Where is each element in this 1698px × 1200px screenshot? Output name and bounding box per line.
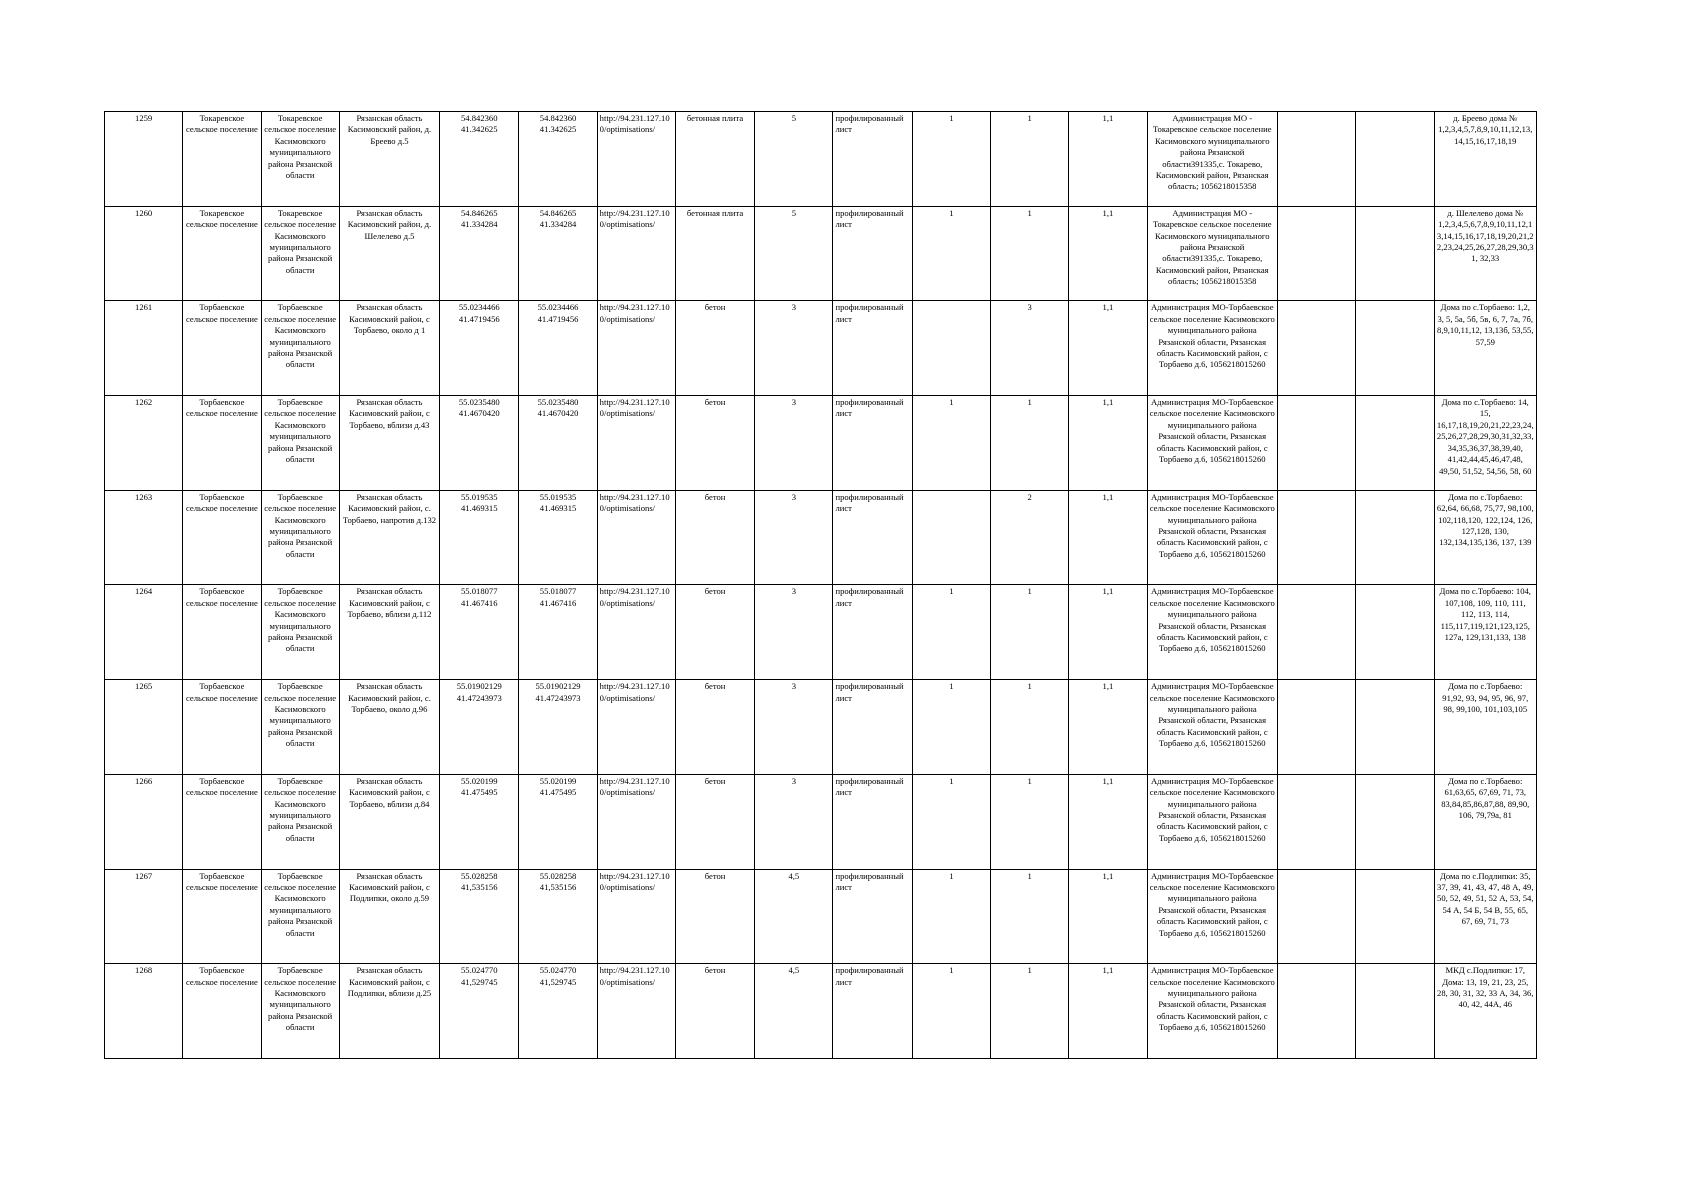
settlement-cell: Торбаевское сельское поселение	[183, 680, 261, 775]
volume-cell: 1,1	[1069, 869, 1147, 964]
empty-cell-2	[1356, 585, 1434, 680]
table-row	[105, 396, 1537, 491]
organization-cell: Администрация МО-Торбаевское сельское поселение Касимовского муниципального района Рязанской области, Рязанская область Касимовский район, с Торбаево д.6, 1056218015260	[1147, 774, 1277, 869]
coordinates-cell: 55.0235480 41.4670420	[440, 396, 519, 491]
coordinates-cell: 55.024770 41,529745	[440, 964, 519, 1059]
empty-cell	[1277, 490, 1355, 585]
table-row	[105, 774, 1537, 869]
sources-cell: Дома по с.Торбаево: 91,92, 93, 94, 95, 96, 97, 98, 99,100, 101,103,105	[1434, 680, 1536, 775]
empty-cell-2	[1356, 112, 1434, 207]
address-cell: Рязанская область Касимовский район, с Подлипки, около д.59	[339, 869, 439, 964]
coordinates-cell-2: 55.0235480 41.4670420	[519, 396, 597, 491]
container-count-cell: 1	[912, 680, 990, 775]
table-row	[105, 869, 1537, 964]
sources-cell: д. Шелелево дома № 1,2,3,4,5,6,7,8,9,10,11,12,13,14,15,16,17,18,19,20,21,22,23,24,25,26,27,28,29,30,31, 32,33	[1434, 206, 1536, 301]
container-count-cell-2: 1	[991, 680, 1069, 775]
container-count-cell: 1	[912, 112, 990, 207]
coordinates-cell: 55.018077 41.467416	[440, 585, 519, 680]
empty-cell-2	[1356, 774, 1434, 869]
owner-cell: Торбаевское сельское поселение Касимовского муниципального района Рязанской области	[261, 869, 339, 964]
sources-cell: Дома по с.Торбаево: 61,63,65, 67,69, 71, 73, 83,84,85,86,87,88, 89,90, 106, 79,79а, 81	[1434, 774, 1536, 869]
schema-link[interactable]: http://94.231.127.100/optimisations/	[597, 869, 675, 964]
coordinates-cell: 55.028258 41,535156	[440, 869, 519, 964]
volume-cell: 1,1	[1069, 206, 1147, 301]
owner-cell: Торбаевское сельское поселение Касимовского муниципального района Рязанской области	[261, 301, 339, 396]
schema-link[interactable]: http://94.231.127.100/optimisations/	[597, 964, 675, 1059]
fence-cell: профилированный лист	[833, 585, 912, 680]
owner-cell: Токаревское сельское поселение Касимовского муниципального района Рязанской области	[261, 112, 339, 207]
empty-cell-2	[1356, 206, 1434, 301]
surface-cell: бетонная плита	[675, 112, 754, 207]
row-number: 1264	[105, 585, 183, 680]
surface-cell: бетон	[675, 490, 754, 585]
container-count-cell	[912, 490, 990, 585]
organization-cell: Администрация МО-Торбаевское сельское поселение Касимовского муниципального района Рязанской области, Рязанская область Касимовский район, с Торбаево д.6, 1056218015260	[1147, 964, 1277, 1059]
settlement-cell: Торбаевское сельское поселение	[183, 301, 261, 396]
schema-link[interactable]: http://94.231.127.100/optimisations/	[597, 490, 675, 585]
organization-cell: Администрация МО-Торбаевское сельское поселение Касимовского муниципального района Рязанской области, Рязанская область Касимовский район, с Торбаево д.6, 1056218015260	[1147, 869, 1277, 964]
address-cell: Рязанская область Касимовский район, д. Шелелево д.5	[339, 206, 439, 301]
coordinates-cell: 55.019535 41.469315	[440, 490, 519, 585]
container-count-cell-2: 3	[991, 301, 1069, 396]
organization-cell: Администрация МО-Торбаевское сельское поселение Касимовского муниципального района Рязанской области, Рязанская область Касимовский район, с Торбаево д.6, 1056218015260	[1147, 585, 1277, 680]
container-count-cell-2: 1	[991, 964, 1069, 1059]
owner-cell: Торбаевское сельское поселение Касимовского муниципального района Рязанской области	[261, 396, 339, 491]
coordinates-cell-2: 55.020199 41.475495	[519, 774, 597, 869]
empty-cell-2	[1356, 396, 1434, 491]
settlement-cell: Торбаевское сельское поселение	[183, 585, 261, 680]
settlement-cell: Торбаевское сельское поселение	[183, 964, 261, 1059]
schema-link[interactable]: http://94.231.127.100/optimisations/	[597, 774, 675, 869]
row-number: 1260	[105, 206, 183, 301]
organization-cell: Администрация МО-Торбаевское сельское поселение Касимовского муниципального района Рязанской области, Рязанская область Касимовский район, с Торбаево д.6, 1056218015260	[1147, 490, 1277, 585]
container-count-cell-2: 1	[991, 112, 1069, 207]
volume-cell: 1,1	[1069, 301, 1147, 396]
empty-cell-2	[1356, 869, 1434, 964]
schema-link[interactable]: http://94.231.127.100/optimisations/	[597, 396, 675, 491]
empty-cell	[1277, 964, 1355, 1059]
owner-cell: Торбаевское сельское поселение Касимовского муниципального района Рязанской области	[261, 774, 339, 869]
owner-cell: Торбаевское сельское поселение Касимовского муниципального района Рязанской области	[261, 964, 339, 1059]
empty-cell-2	[1356, 301, 1434, 396]
empty-cell-2	[1356, 964, 1434, 1059]
organization-cell: Администрация МО - Токаревское сельское поселение Касимовского муниципального района Рязанской области391335,с. Токарево, Касимовский район, Рязанская область; 1056218015358	[1147, 206, 1277, 301]
empty-cell	[1277, 680, 1355, 775]
coordinates-cell: 55.020199 41.475495	[440, 774, 519, 869]
sources-cell: МКД с.Подлипки: 17, Дома: 13, 19, 21, 23, 25, 28, 30, 31, 32, 33 А, 34, 36, 40, 42, 44А, 46	[1434, 964, 1536, 1059]
surface-cell: бетон	[675, 585, 754, 680]
registry-table	[104, 111, 1537, 1059]
coordinates-cell: 54.846265 41.334284	[440, 206, 519, 301]
area-cell: 3	[755, 301, 833, 396]
table-row	[105, 490, 1537, 585]
container-count-cell-2: 1	[991, 396, 1069, 491]
empty-cell	[1277, 112, 1355, 207]
area-cell: 3	[755, 680, 833, 775]
empty-cell-2	[1356, 680, 1434, 775]
fence-cell: профилированный лист	[833, 680, 912, 775]
sources-cell: Дома по с.Торбаево: 14, 15, 16,17,18,19,20,21,22,23,24, 25,26,27,28,29,30,31,32,33, 34,35,36,37,38,39,40, 41,42,44,45,46,47,48, 49,50, 51,52, 54,56, 58, 60	[1434, 396, 1536, 491]
fence-cell: профилированный лист	[833, 112, 912, 207]
owner-cell: Торбаевское сельское поселение Касимовского муниципального района Рязанской области	[261, 680, 339, 775]
container-count-cell: 1	[912, 774, 990, 869]
row-number: 1262	[105, 396, 183, 491]
volume-cell: 1,1	[1069, 774, 1147, 869]
container-count-cell: 1	[912, 964, 990, 1059]
fence-cell: профилированный лист	[833, 301, 912, 396]
coordinates-cell-2: 54.842360 41.342625	[519, 112, 597, 207]
area-cell: 4,5	[755, 869, 833, 964]
schema-link[interactable]: http://94.231.127.100/optimisations/	[597, 112, 675, 207]
fence-cell: профилированный лист	[833, 396, 912, 491]
empty-cell-2	[1356, 490, 1434, 585]
table-row	[105, 301, 1537, 396]
address-cell: Рязанская область Касимовский район, с Подлипки, вблизи д.25	[339, 964, 439, 1059]
fence-cell: профилированный лист	[833, 964, 912, 1059]
organization-cell: Администрация МО-Торбаевское сельское поселение Касимовского муниципального района Рязанской области, Рязанская область Касимовский район, с Торбаево д.6, 1056218015260	[1147, 680, 1277, 775]
sources-cell: Дома по с.Торбаево: 62,64, 66,68, 75,77, 98,100, 102,118,120, 122,124, 126, 127,128, 130, 132,134,135,136, 137, 139	[1434, 490, 1536, 585]
address-cell: Рязанская область Касимовский район, д. Бреево д.5	[339, 112, 439, 207]
fence-cell: профилированный лист	[833, 869, 912, 964]
surface-cell: бетон	[675, 396, 754, 491]
surface-cell: бетон	[675, 964, 754, 1059]
sources-cell: Дома по с.Торбаево: 104, 107,108, 109, 110, 111, 112, 113, 114, 115,117,119,121,123,125, 127а, 129,131,133, 138	[1434, 585, 1536, 680]
surface-cell: бетон	[675, 869, 754, 964]
schema-link[interactable]: http://94.231.127.100/optimisations/	[597, 680, 675, 775]
owner-cell: Токаревское сельское поселение Касимовского муниципального района Рязанской области	[261, 206, 339, 301]
settlement-cell: Торбаевское сельское поселение	[183, 396, 261, 491]
empty-cell	[1277, 396, 1355, 491]
registry-rows	[105, 112, 1537, 1059]
address-cell: Рязанская область Касимовский район, с Торбаево, вблизи д.84	[339, 774, 439, 869]
row-number: 1268	[105, 964, 183, 1059]
row-number: 1265	[105, 680, 183, 775]
container-count-cell: 1	[912, 396, 990, 491]
surface-cell: бетон	[675, 774, 754, 869]
area-cell: 5	[755, 206, 833, 301]
settlement-cell: Торбаевское сельское поселение	[183, 490, 261, 585]
settlement-cell: Токаревское сельское поселение	[183, 206, 261, 301]
volume-cell: 1,1	[1069, 585, 1147, 680]
fence-cell: профилированный лист	[833, 206, 912, 301]
empty-cell	[1277, 869, 1355, 964]
area-cell: 4,5	[755, 964, 833, 1059]
settlement-cell: Торбаевское сельское поселение	[183, 774, 261, 869]
volume-cell: 1,1	[1069, 490, 1147, 585]
address-cell: Рязанская область Касимовский район, с Торбаево, вблизи д.43	[339, 396, 439, 491]
schema-link[interactable]: http://94.231.127.100/optimisations/	[597, 206, 675, 301]
container-count-cell	[912, 301, 990, 396]
area-cell: 3	[755, 396, 833, 491]
container-count-cell: 1	[912, 585, 990, 680]
sources-cell: Дома по с.Торбаево: 1,2, 3, 5, 5а, 5б, 5в, 6, 7, 7а, 7б, 8,9,10,11,12, 13,13б, 53,55, 57,59	[1434, 301, 1536, 396]
area-cell: 3	[755, 490, 833, 585]
empty-cell	[1277, 774, 1355, 869]
row-number: 1267	[105, 869, 183, 964]
surface-cell: бетон	[675, 301, 754, 396]
coordinates-cell-2: 55.028258 41,535156	[519, 869, 597, 964]
row-number: 1263	[105, 490, 183, 585]
coordinates-cell-2: 55.024770 41,529745	[519, 964, 597, 1059]
schema-link[interactable]: http://94.231.127.100/optimisations/	[597, 301, 675, 396]
coordinates-cell-2: 55.0234466 41.4719456	[519, 301, 597, 396]
coordinates-cell-2: 55.01902129 41.47243973	[519, 680, 597, 775]
schema-link[interactable]: http://94.231.127.100/optimisations/	[597, 585, 675, 680]
table-row	[105, 585, 1537, 680]
settlement-cell: Токаревское сельское поселение	[183, 112, 261, 207]
fence-cell: профилированный лист	[833, 490, 912, 585]
container-count-cell-2: 1	[991, 774, 1069, 869]
organization-cell: Администрация МО-Торбаевское сельское поселение Касимовского муниципального района Рязанской области, Рязанская область Касимовский район, с Торбаево д.6, 1056218015260	[1147, 301, 1277, 396]
row-number: 1259	[105, 112, 183, 207]
surface-cell: бетонная плита	[675, 206, 754, 301]
coordinates-cell-2: 55.019535 41.469315	[519, 490, 597, 585]
coordinates-cell-2: 55.018077 41.467416	[519, 585, 597, 680]
row-number: 1266	[105, 774, 183, 869]
container-count-cell-2: 2	[991, 490, 1069, 585]
empty-cell	[1277, 206, 1355, 301]
container-count-cell-2: 1	[991, 869, 1069, 964]
volume-cell: 1,1	[1069, 964, 1147, 1059]
container-count-cell-2: 1	[991, 585, 1069, 680]
address-cell: Рязанская область Касимовский район, с. Торбаево, напротив д.132	[339, 490, 439, 585]
area-cell: 3	[755, 585, 833, 680]
coordinates-cell-2: 54.846265 41.334284	[519, 206, 597, 301]
organization-cell: Администрация МО-Торбаевское сельское поселение Касимовского муниципального района Рязанской области, Рязанская область Касимовский район, с Торбаево д.6, 1056218015260	[1147, 396, 1277, 491]
table-row	[105, 206, 1537, 301]
container-count-cell: 1	[912, 869, 990, 964]
owner-cell: Торбаевское сельское поселение Касимовского муниципального района Рязанской области	[261, 585, 339, 680]
settlement-cell: Торбаевское сельское поселение	[183, 869, 261, 964]
fence-cell: профилированный лист	[833, 774, 912, 869]
surface-cell: бетон	[675, 680, 754, 775]
owner-cell: Торбаевское сельское поселение Касимовского муниципального района Рязанской области	[261, 490, 339, 585]
sources-cell: д. Бреево дома № 1,2,3,4,5,7,8,9,10,11,12,13,14,15,16,17,18,19	[1434, 112, 1536, 207]
volume-cell: 1,1	[1069, 396, 1147, 491]
address-cell: Рязанская область Касимовский район, с. Торбаево, около д.96	[339, 680, 439, 775]
coordinates-cell: 55.01902129 41.47243973	[440, 680, 519, 775]
area-cell: 5	[755, 112, 833, 207]
volume-cell: 1,1	[1069, 112, 1147, 207]
table-row	[105, 964, 1537, 1059]
empty-cell	[1277, 585, 1355, 680]
table-row	[105, 112, 1537, 207]
container-count-cell-2: 1	[991, 206, 1069, 301]
empty-cell	[1277, 301, 1355, 396]
coordinates-cell: 54.842360 41.342625	[440, 112, 519, 207]
address-cell: Рязанская область Касимовский район, с Торбаево, вблизи д.112	[339, 585, 439, 680]
address-cell: Рязанская область Касимовский район, с Торбаево, около д 1	[339, 301, 439, 396]
container-count-cell: 1	[912, 206, 990, 301]
table-row	[105, 680, 1537, 775]
sources-cell: Дома по с.Подлипки: 35, 37, 39, 41, 43, 47, 48 А, 49, 50, 52, 49, 51, 52 А, 53, 54, 54 А, 54 Б, 54 В, 55, 65, 67, 69, 71, 73	[1434, 869, 1536, 964]
organization-cell: Администрация МО - Токаревское сельское поселение Касимовского муниципального района Рязанской области391335,с. Токарево, Касимовский район, Рязанская область; 1056218015358	[1147, 112, 1277, 207]
row-number: 1261	[105, 301, 183, 396]
area-cell: 3	[755, 774, 833, 869]
volume-cell: 1,1	[1069, 680, 1147, 775]
coordinates-cell: 55.0234466 41.4719456	[440, 301, 519, 396]
